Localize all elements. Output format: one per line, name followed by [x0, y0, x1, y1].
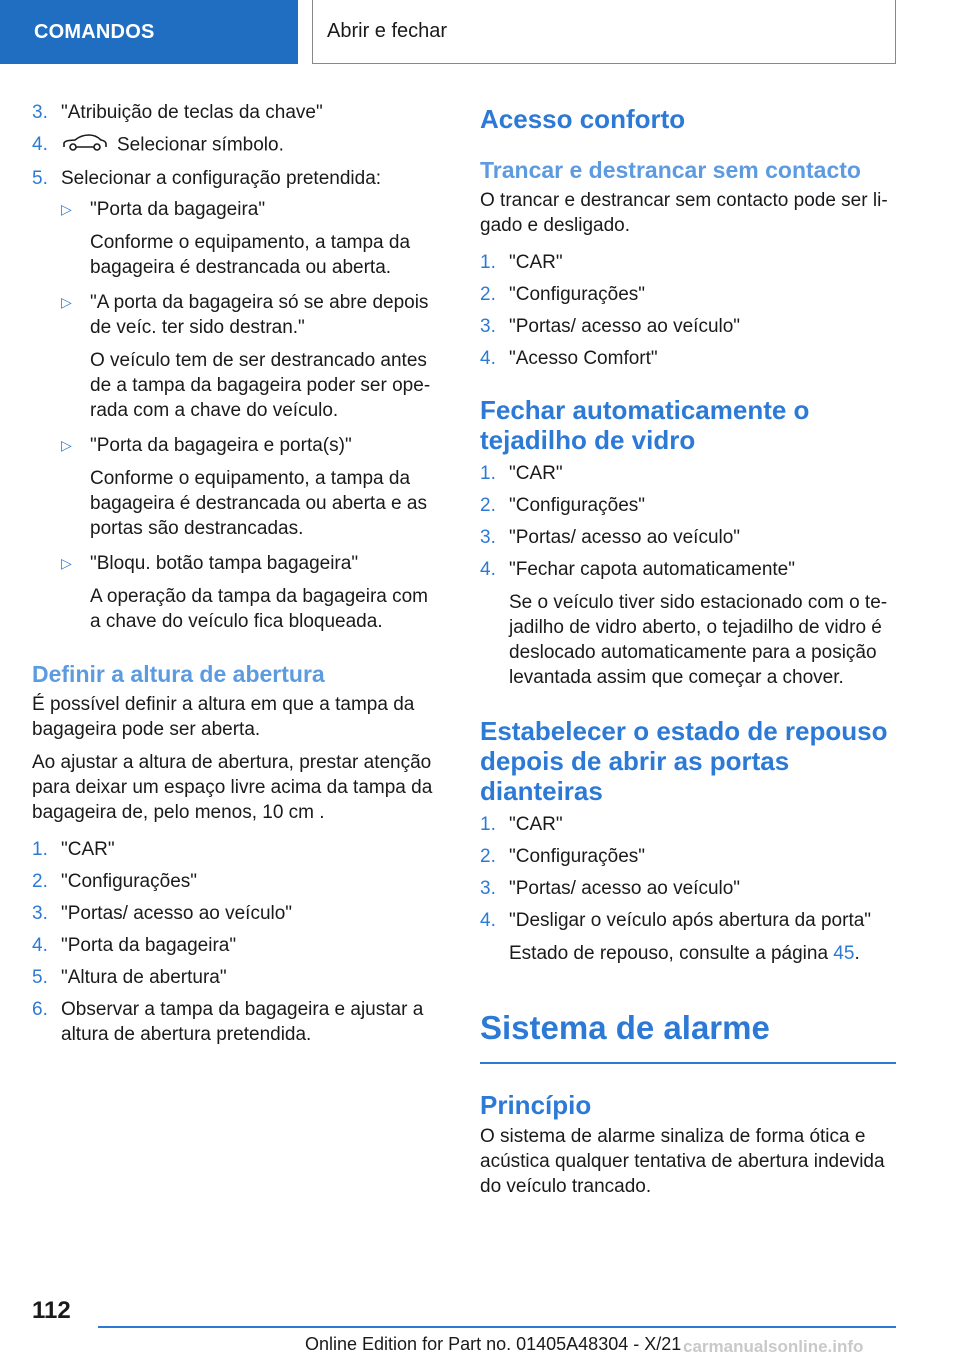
list-text: "Portas/ acesso ao veículo": [61, 903, 293, 924]
triangle-bullet-icon: ▷: [61, 294, 72, 310]
option-item: [32, 197, 442, 222]
list-number: 1.: [32, 839, 48, 860]
list-text: "Configurações": [509, 495, 646, 516]
list-number: 2.: [480, 846, 496, 867]
right-column: [480, 100, 896, 1199]
list-number: 2.: [32, 871, 48, 892]
page-link[interactable]: 45: [833, 943, 855, 964]
paragraph: O sistema de alarme sinaliza de forma ótica e acústica qualquer tentativa de abertura indevida do veículo trancado.: [480, 1126, 885, 1197]
triangle-bullet-icon: ▷: [61, 555, 72, 571]
list-number: 3.: [480, 527, 496, 548]
chapter-title-box: [312, 0, 896, 64]
list-number: 4.: [480, 910, 496, 931]
option-label: "Porta da bagageira e porta(s)": [90, 435, 352, 456]
list-item: [32, 837, 442, 862]
list-item: [480, 844, 896, 869]
list-number: 3.: [32, 903, 48, 924]
list-number: 6.: [32, 999, 48, 1020]
footer-edition: Online Edition for Part no. 01405A48304 - X/21: [305, 1334, 682, 1354]
chapter-title: Abrir e fechar: [327, 20, 448, 42]
left-column: [32, 100, 442, 1047]
list-item: [480, 282, 896, 307]
list-item: [32, 100, 442, 125]
list-number: 1.: [480, 814, 496, 835]
list-item: [480, 346, 896, 371]
triangle-bullet-icon: ▷: [61, 437, 72, 453]
list-number: 5.: [32, 967, 48, 988]
option-label: "A porta da bagageira só se abre depois de veíc. ter sido destran.": [90, 292, 429, 338]
list-text: Selecionar símbolo.: [117, 134, 284, 156]
option-label: "Porta da bagageira": [90, 199, 266, 220]
list-item: [480, 557, 896, 582]
steps-list: [480, 461, 896, 690]
list-text: "Portas/ acesso ao veículo": [509, 527, 741, 548]
heading-opening-height: Definir a altura de abertura: [32, 661, 325, 687]
list-text: "Configurações": [509, 284, 646, 305]
list-number: 3.: [32, 102, 48, 123]
heading-auto-close-roof: Fechar automaticamente o tejadilho de vidro: [480, 395, 810, 455]
list-item: [480, 314, 896, 339]
option-item: [32, 433, 442, 458]
list-item: [480, 461, 896, 486]
option-description: Conforme o equipamento, a tampa da bagageira é destrancada ou aberta e as portas são destrancadas.: [90, 468, 427, 539]
step-note: [480, 941, 896, 966]
list-item: [480, 876, 896, 901]
list-item: [480, 812, 896, 837]
list-text: "CAR": [509, 252, 563, 273]
list-number: 3.: [480, 316, 496, 337]
list-text: "Configurações": [61, 871, 198, 892]
list-text: "CAR": [61, 839, 115, 860]
steps-list: [480, 812, 896, 966]
list-number: 1.: [480, 252, 496, 273]
steps-list: [32, 837, 442, 1047]
triangle-bullet-icon: ▷: [61, 201, 72, 217]
list-text: "Atribuição de teclas da chave": [61, 102, 323, 123]
list-text: "CAR": [509, 814, 563, 835]
list-text: "Portas/ acesso ao veículo": [509, 316, 741, 337]
list-number: 1.: [480, 463, 496, 484]
footer-divider: [98, 1326, 896, 1328]
page-number: 112: [32, 1297, 71, 1324]
steps-list: [480, 250, 896, 371]
list-text: "Fechar capota automaticamente": [509, 559, 795, 580]
step-note: Se o veículo tiver sido estacionado com o tejadilho de vidro aberto, o tejadilho de vidro é deslocado automaticamente para a posição levantada assim que começar a chover.: [509, 592, 888, 688]
list-item: [32, 132, 442, 159]
list-item: [32, 901, 442, 926]
list-text: "Altura de abertura": [61, 967, 227, 988]
heading-keyless: Trancar e destrancar sem contacto: [480, 157, 861, 183]
list-text: "Desligar o veículo após abertura da porta": [509, 910, 872, 931]
option-item: [32, 290, 442, 340]
list-number: 2.: [480, 495, 496, 516]
heading-principle: Princípio: [480, 1090, 592, 1120]
list-item: [480, 493, 896, 518]
option-description: O veículo tem de ser destrancado antes de a tampa da bagageira poder ser operada com a chave do veículo.: [90, 350, 431, 421]
option-label: "Bloqu. botão tampa bagageira": [90, 553, 359, 574]
list-item: [32, 997, 442, 1047]
paragraph: É possível definir a altura em que a tampa da bagageira pode ser aberta.: [32, 694, 415, 740]
section-tab: [0, 0, 298, 64]
list-text: "CAR": [509, 463, 563, 484]
paragraph: Ao ajustar a altura de abertura, prestar atenção para deixar um espaço livre acima da tampa da bagageira de, pelo menos, 10 cm .: [32, 752, 433, 823]
list-number: 4.: [480, 559, 496, 580]
section-divider: [480, 1062, 896, 1064]
list-number: 5.: [32, 168, 48, 189]
list-text: "Configurações": [509, 846, 646, 867]
list-number: 4.: [32, 134, 48, 155]
option-description: A operação da tampa da bagageira com a chave do veículo fica bloqueada.: [90, 586, 429, 632]
option-item: [32, 551, 442, 576]
car-icon: [61, 132, 109, 159]
heading-standby-state: Estabelecer o estado de repouso depois de abrir as portas dianteiras: [480, 716, 888, 806]
list-number: 4.: [32, 935, 48, 956]
note-text: Estado de repouso, consulte a página: [509, 943, 829, 964]
option-description: Conforme o equipamento, a tampa da bagageira é destrancada ou aberta.: [90, 232, 411, 278]
heading-comfort-access: Acesso conforto: [480, 104, 686, 134]
list-item: [32, 869, 442, 894]
heading-alarm-system: Sistema de alarme: [480, 1009, 770, 1046]
section-label: COMANDOS: [34, 20, 155, 43]
list-text: "Porta da bagageira": [61, 935, 237, 956]
note-end: .: [854, 943, 860, 964]
list-text: Selecionar a configuração pretendida:: [61, 168, 382, 189]
paragraph: O trancar e destrancar sem contacto pode ser ligado e desligado.: [480, 190, 888, 236]
list-item: [32, 965, 442, 990]
list-number: 4.: [480, 348, 496, 369]
watermark: carmanualsonline.info: [683, 1337, 864, 1356]
list-item: [480, 908, 896, 933]
list-number: 2.: [480, 284, 496, 305]
list-text: "Acesso Comfort": [509, 348, 658, 369]
list-text: "Portas/ acesso ao veículo": [509, 878, 741, 899]
list-number: 3.: [480, 878, 496, 899]
list-item: [32, 166, 442, 191]
list-item: [32, 933, 442, 958]
list-item: [480, 525, 896, 550]
list-text: Observar a tampa da bagageira e ajustar a altura de abertura pretendida.: [61, 999, 424, 1045]
list-item: [480, 250, 896, 275]
